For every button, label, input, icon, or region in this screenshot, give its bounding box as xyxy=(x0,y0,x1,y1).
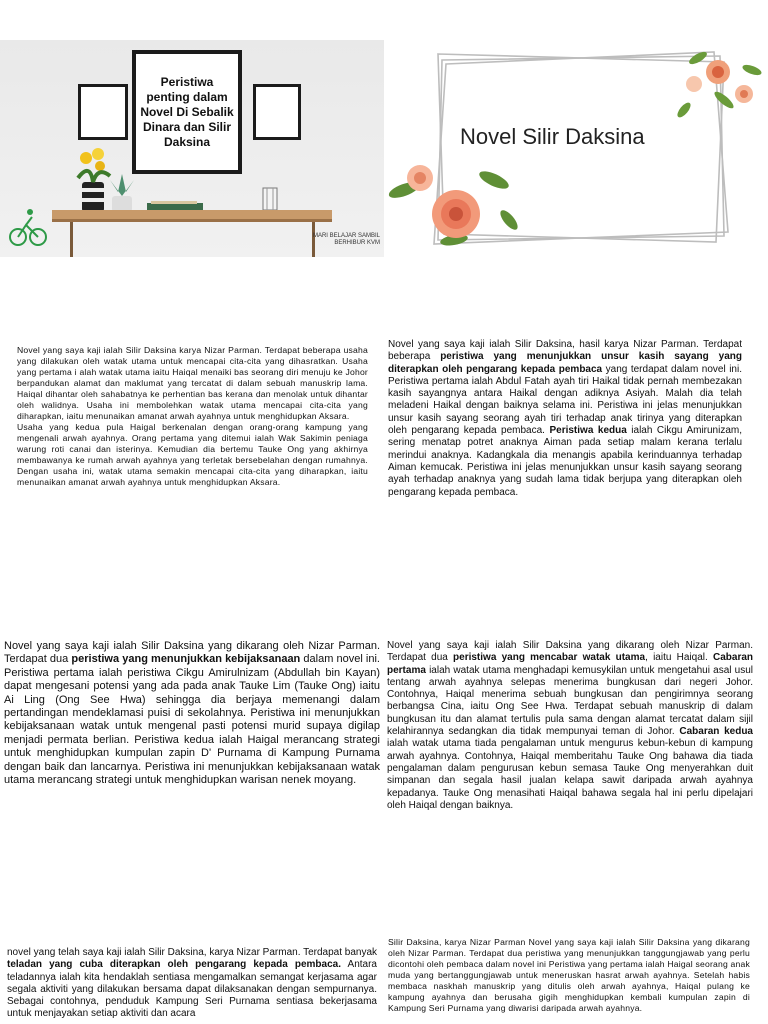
paragraph-text: Novel yang saya kaji ialah Silir Daksina yang dikarang oleh Nizar Parman. Terdapat dua xyxy=(4,640,380,666)
paragraph-text: Antara teladannya ialah kita hendaklah sentiasa mengamalkan semangat kerjasama agar segala aktiviti yang dilakukan bersama dapat dilaksanakan dengan sempurnanya. Sebagai contohnya, penduduk Kampung Seri Purnama sentiasa bekerjasama untuk menjayakan setiap aktiviti dan acara xyxy=(7,959,377,1020)
paragraph-text: Silir Daksina, karya Nizar Parman Novel yang saya kaji ialah Silir Daksina yang dikarang oleh Nizar Parman. Terdapat dua peristiwa yang menunjukkan tanggungjawab yang perlu dicontohi oleh pembaca dalam novel ini Peristiwa yang pertama ialah Haigal seorang anak muda yang bertanggungjawab untuk meneruskan hasrat arwah ayahnya. Setelah habis membaca naskhah manuskrip yang ditulis oleh arwah ayahnya, Haiqal pulang ke kampung ayahnya dan berusaha gigih menghidupkan kembali kumpulan zapin di Kampung Seri Purnama yang diwarisi daripada arwah ayahnya. xyxy=(388,937,750,1013)
paragraph-cabaran xyxy=(387,640,753,812)
lamp-icon xyxy=(255,182,285,212)
paragraph-usaha xyxy=(17,345,368,488)
banner-caption: MARI BELAJAR SAMBIL BERHIBUR KVM xyxy=(312,233,380,246)
paragraph-text: Novel yang saya kaji ialah Silir Daksina yang dikarang oleh Nizar Parman. Terdapat dua xyxy=(387,640,753,664)
highlight-text: Cabaran kedua xyxy=(679,726,753,738)
highlight-text: Cabaran pertama xyxy=(387,652,753,676)
banner-frame-title: Peristiwa penting dalam Novel Di Sebalik Dinara dan Silir Daksina xyxy=(140,74,234,149)
title-card xyxy=(384,40,768,257)
paragraph-text: dalam novel ini. Peristiwa pertama ialah peristiwa Cikgu Amirulnizam (Abdullah bin Kayan) dapat mengesani potensi yang ada pada anak Tauke Lim (Tauke Ong) iaitu Ai Ling (Ong See Hwa) sehingga dia berjaya memenangi dalam pertandingan mendeklamasi puisi di sekolahnya. Peristiwa ini menunjukkan kebijaksanaan watak untuk mengenal pasti potensi murid supaya digilap menjadi permata berlian. Peristiwa kedua ialah Haigal merancang strategi untuk menghidupkan kumpulan zapin D' Purnama di Kampung Purnama dengan baik dan lancarnya. Peristiwa ini menunjukkan kebijaksanaan watak utama merancang strategi untuk menghidupkan warisan nenek moyang. xyxy=(4,653,380,787)
paragraph-teladan xyxy=(7,947,377,1024)
picture-frame-right xyxy=(253,84,301,140)
paragraph-text: Novel yang saya kaji ialah Silir Daksina karya Nizar Parman. Terdapat beberapa usaha yang dilakukan oleh watak utama untuk mencapai cita-cita yang dihasratkan. Usaha yang pertama i alah watak utama iaitu Haiqal menaiki bas seorang diri menuju ke Johor berpandukan alamat dan maklumat yang tercatat di dalam sebuah manuskrip lama. Haiqal dihantar oleh sahabatnya ke perhentian bas kerana dan menolak untuk dihantar oleh walidnya. Usaha ini membolehkan watak utama mencapai cita-cita yang diharapkan, iaitu menunaikan amanat arwah ayahnya untuk menghidupkan Aksara. xyxy=(17,345,368,421)
succulent-icon xyxy=(100,170,144,214)
picture-frame-main xyxy=(132,50,242,174)
paragraph-tanggungjawab xyxy=(388,937,750,1024)
paragraph-text: Usaha yang kedua pula Haigal berkenalan dengan orang-orang kampung yang mengenali arwah ayahnya. Orang pertama yang ditemui ialah Wak Sakimin peniaga warung roti canai dan isterinya. Kemudian dia bertemu Tauke Ong yang akhirnya membawanya ke rumah arwah ayahnya yang terletak bersebelahan dengan rumahnya. Dengan usaha ini, watak utama semakin mencapai cita-cita yang diharapkan, iaitu menunaikan amanat arwah ayahnya untuk menghidupkan Aksara. xyxy=(17,422,368,487)
page-title: Novel Silir Daksina xyxy=(460,124,645,149)
desk xyxy=(52,210,332,222)
paragraph-text: ialah Cikgu Amirunizam, sering menatap potret anaknya Aiman pada setiap malam kerana terlalu merindui anaknya. Kadangkala dia menangis apabila kerinduannya terhadap Aiman kemucak. Peristiwa ini jelas menunjukkan unsur kasih sayang seorang ayah terhadap anaknya yang sudah lama tidak berjupa yang diterapkan oleh pengarang kepada pembaca. xyxy=(388,425,743,498)
paragraph-text: ialah watak utama menghadapi kemusykilan untuk mengetahui asal usul tentang arwah ayahnya selepas menerima bungkusan dari negeri Johor. Contohnya, Haiqal menerima sebuah bungkusan dan pengirimnya seorang berbangsa Cina, iaitu Ong See Hwa. Terdapat sebuah manuskrip di dalam bungkusan itu dan alamat tertulis pula sama dengan alamat tercatat dalam sijil kelahirannya sedangkan dia tidak mempunyai teman di Johor. xyxy=(387,664,753,738)
highlight-text: Peristiwa kedua xyxy=(549,425,627,437)
paragraph-kebijaksanaan xyxy=(4,640,380,787)
banner-image xyxy=(0,40,384,257)
highlight-text: teladan yang cuba diterapkan oleh pengarang kepada pembaca. xyxy=(7,959,342,971)
rose-cluster-icon xyxy=(384,150,534,257)
picture-frame-left xyxy=(78,84,128,140)
highlight-text: peristiwa yang mencabar watak utama xyxy=(453,652,646,664)
paragraph-text: ialah watak utama tiada pengalaman untuk mengurus kebun-kebun di kampung arwah ayahnya. Contohnya, Haiqal memberitahu Tauke Ong bahawa dia tiada pengalaman dalam pengurusan kebun semasa Tauke Ong menyerahkan duit simpanan dan segala hasil jualan kelapa sawit daripada arwah ayahnya kepadanya. Tauke Ong menasihati Haiqal bahawa segala hal ini perlu dipelajari oleh Haiqal dengan baiknya. xyxy=(387,738,753,811)
paragraph-text: Novel yang saya kaji ialah Silir Daksina, hasil karya Nizar Parman. Terdapat beberapa xyxy=(388,339,742,363)
paragraph-kasih-sayang xyxy=(388,339,742,499)
highlight-text: peristiwa yang menunjukkan kebijaksanaan xyxy=(71,653,301,666)
paragraph-text: yang terdapat dalam novel ini. Peristiwa pertama ialah Abdul Fatah ayah tiri Haikal tidak pernah membezakan kasih sayangnya antara Haikal dengan adiknya Asiyah. Malah dia telah meladeni Haikal dengan baiknya selama ini. Peristiwa ini jelas menunjukkan unsur kasih sayang seorang ayah tiri terhadap anak tirinya yang diterapkan oleh pengarang kepada pembaca. xyxy=(388,363,742,437)
cyclist-logo-icon xyxy=(6,205,50,249)
highlight-text: peristiwa yang menunjukkan unsur kasih sayang yang diterapkan oleh pengarang kepada pembaca xyxy=(388,351,742,375)
paragraph-text: , iaitu Haiqal. xyxy=(645,652,713,664)
paragraph-text: novel yang telah saya kaji ialah Silir Daksina, karya Nizar Parman. Terdapat banyak xyxy=(7,947,377,958)
desk-leg xyxy=(70,222,73,257)
flower-cluster-icon xyxy=(664,40,768,130)
